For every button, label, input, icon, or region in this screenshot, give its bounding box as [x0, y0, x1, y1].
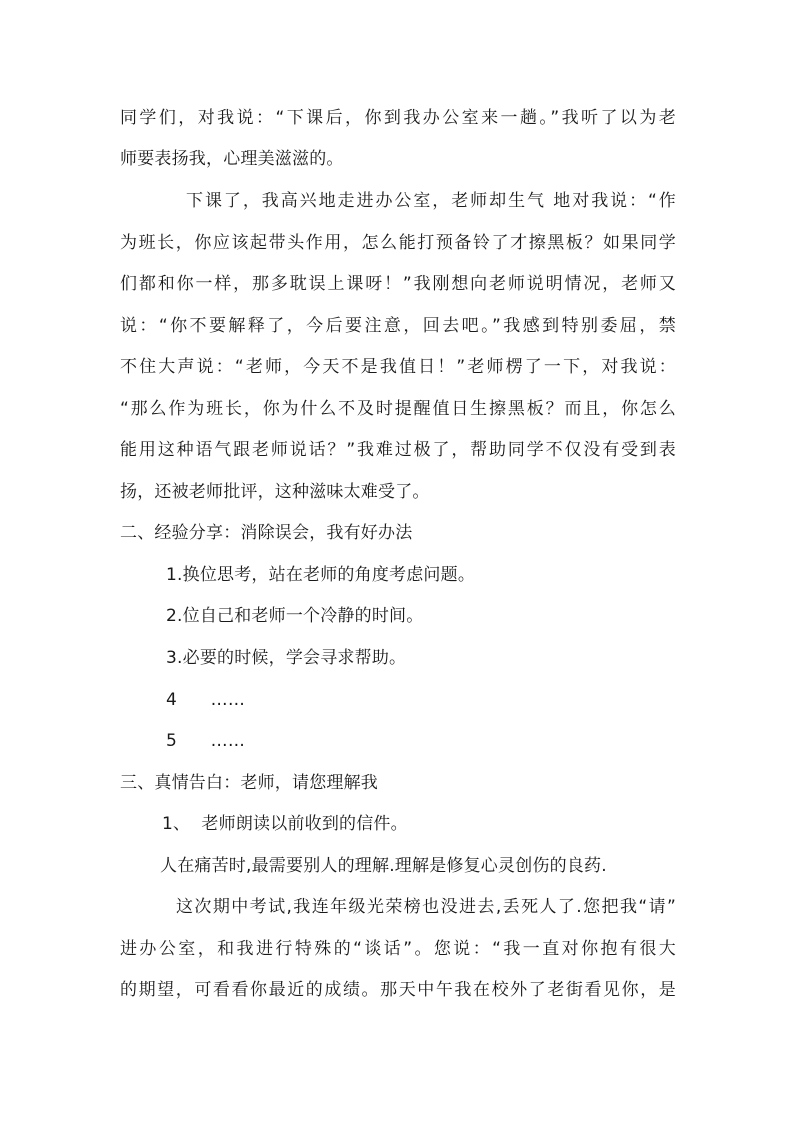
paragraph-line: 下课了，我高兴地走进办公室，老师却生气 地对我说：“作 [186, 191, 676, 211]
list-item: 1.换位思考，站在老师的角度考虑问题。 [166, 565, 476, 585]
paragraph-line: 说：“你不要解释了，今后要注意，回去吧。”我感到特别委屈，禁 [120, 316, 676, 336]
paragraph-line: “那么作为班长，你为什么不及时提醒值日生擦黑板？而且，你怎么 [120, 399, 676, 419]
list-item: 3.必要的时候，学会寻求帮助。 [166, 648, 407, 668]
list-item: 2.位自己和老师一个冷静的时间。 [166, 606, 424, 626]
paragraph-line: 同学们，对我说：“下课后，你到我办公室来一趟。”我听了以为老 [120, 108, 676, 128]
paragraph-line: 的期望，可看看你最近的成绩。那天中午我在校外了老街看见你，是 [120, 980, 676, 1000]
list-item: 4 …… [166, 690, 246, 710]
paragraph-line: 人在痛苦时,最需要别人的理解.理解是修复心灵创伤的良药. [160, 856, 607, 876]
paragraph-line: 这次期中考试,我连年级光荣榜也没进去,丢死人了.您把我“请” [176, 897, 676, 917]
paragraph-line: 能用这种语气跟老师说话？”我难过极了，帮助同学不仅没有受到表 [120, 440, 676, 460]
paragraph-line: 为班长，你应该起带头作用，怎么能打预备铃了才擦黑板？如果同学 [120, 233, 676, 253]
section-heading: 二、经验分享：消除误会，我有好办法 [120, 523, 413, 543]
paragraph-line: 扬，还被老师批评，这种滋味太难受了。 [120, 482, 430, 502]
paragraph-line: 们都和你一样，那多耽误上课呀！”我刚想向老师说明情况，老师又 [120, 274, 676, 294]
paragraph-line: 师要表扬我，心理美滋滋的。 [120, 149, 344, 169]
paragraph-line: 进办公室，和我进行特殊的“谈话”。您说：“我一直对你抱有很大 [120, 939, 676, 959]
list-item: 1、 老师朗读以前收到的信件。 [162, 814, 408, 834]
paragraph-line: 不住大声说：“老师，今天不是我值日！”老师楞了一下，对我说： [120, 357, 676, 377]
section-heading: 三、真情告白：老师，请您理解我 [120, 773, 378, 793]
list-item: 5 …… [166, 731, 246, 751]
